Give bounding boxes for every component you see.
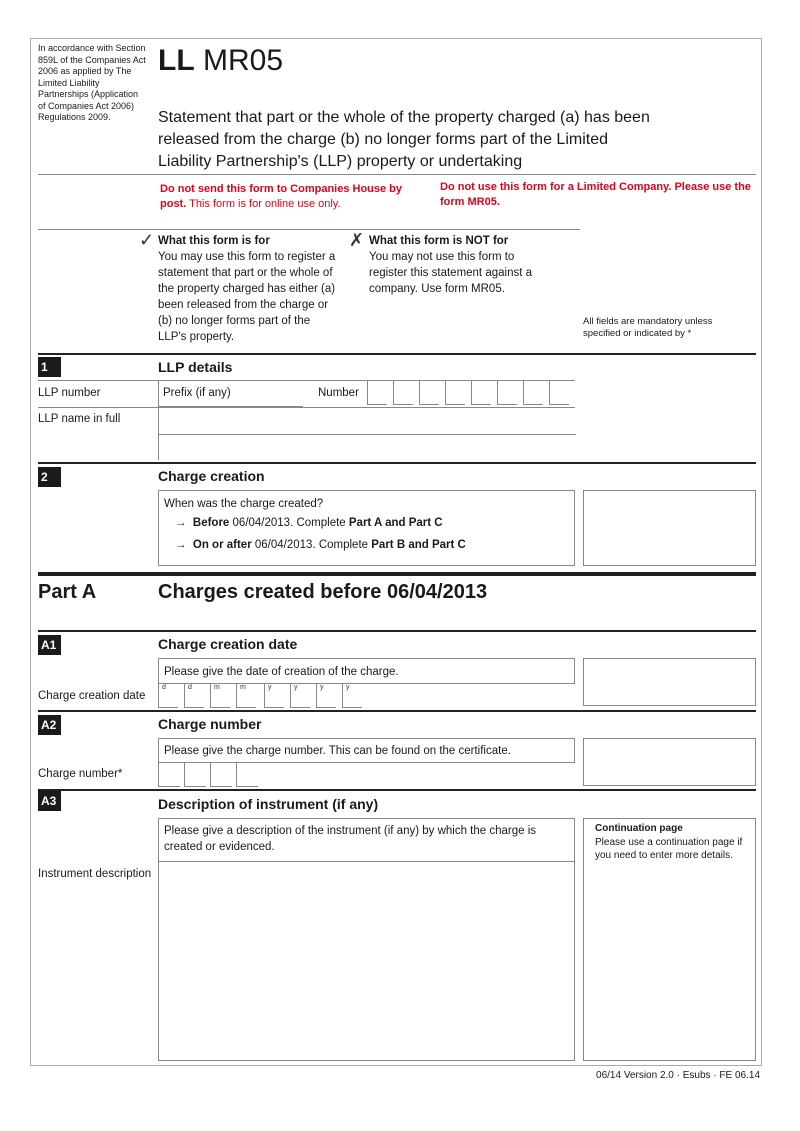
side-note-box (583, 490, 756, 566)
instrument-description-field[interactable] (158, 862, 575, 1061)
date-cell[interactable] (290, 684, 310, 708)
continuation-text: Please use a continuation page if you need to enter more details. (595, 837, 743, 861)
divider (38, 174, 756, 175)
form-code (158, 44, 283, 78)
a1-side-box (583, 658, 756, 706)
option-on-or-after[interactable] (175, 537, 466, 553)
section-rule (38, 353, 756, 355)
date-cell[interactable] (342, 684, 362, 708)
date-cell[interactable] (184, 684, 204, 708)
date-cell-letter: y (320, 684, 324, 691)
instrument-description-label: Instrument description (38, 868, 152, 880)
a2-number: A2 (38, 715, 61, 735)
form-code-number: MR05 (203, 44, 284, 77)
mandatory-note: All fields are mandatory unless specified or indicated by * (583, 316, 713, 339)
section-2-title: Charge creation (158, 468, 265, 484)
part-a-title: Charges created before 06/04/2013 (158, 581, 488, 603)
warning-left-bold: Do not send this form to Companies House by post. (160, 183, 403, 210)
form-code-bold: LL (158, 44, 195, 77)
charge-number-cell[interactable] (210, 763, 232, 787)
a1-instruction: Please give the date of creation of the charge. (164, 666, 399, 678)
llp-number-cell[interactable] (471, 381, 491, 405)
date-cell[interactable] (264, 684, 284, 708)
option-before[interactable] (175, 515, 443, 531)
not-for-text: You may not use this form to register this statement against a company. Use form MR05. (369, 251, 532, 295)
part-a-label: Part A (38, 581, 97, 603)
llp-name-field[interactable] (158, 408, 575, 460)
date-cell[interactable] (158, 684, 178, 708)
arrow-icon: → (175, 517, 187, 529)
for-text: You may use this form to register a statement that part or the whole of the property charged has either (a) been released from the charge or (b) no longer forms part of the LLP's property. (158, 251, 336, 343)
llp-number-cell[interactable] (367, 381, 387, 405)
opt2-mid: 06/04/2013. Complete (251, 539, 372, 551)
llp-number-cell[interactable] (419, 381, 439, 405)
a2-instruction: Please give the charge number. This can be found on the certificate. (164, 745, 511, 757)
cross-icon: ✗ (349, 230, 365, 250)
date-cell-letter: y (294, 684, 298, 691)
section-1-number: 1 (38, 357, 61, 377)
check-icon: ✓ (139, 230, 155, 250)
a2-side-box (583, 738, 756, 786)
date-cell-letter: m (240, 684, 246, 691)
section-1-title: LLP details (158, 359, 233, 375)
warning-left-rest: This form is for online use only. (186, 198, 341, 210)
a1-title: Charge creation date (158, 636, 298, 652)
part-rule (38, 572, 756, 576)
date-cell-letter: m (214, 684, 220, 691)
a3-instruction: Please give a description of the instrument (if any) by which the charge is created or evidenced. (164, 825, 537, 853)
charge-number-cell[interactable] (236, 763, 258, 787)
not-for-title: What this form is NOT for (369, 235, 509, 247)
section-2-number: 2 (38, 467, 61, 487)
form-title: Statement that part or the whole of the property charged (a) has been released from the charge (b) no longer forms part of the Limited Liability Partnership's (LLP) property or undertaking (158, 109, 650, 170)
a3-number: A3 (38, 791, 61, 811)
date-cell[interactable] (210, 684, 230, 708)
warning-online-only (160, 182, 415, 212)
section-rule (38, 710, 756, 712)
llp-name-label: LLP name in full (38, 413, 121, 425)
llp-number-cell[interactable] (523, 381, 543, 405)
divider (38, 229, 580, 230)
llp-name-line (159, 434, 576, 435)
llp-number-cell[interactable] (393, 381, 413, 405)
opt1-bold: Before (192, 517, 230, 529)
llp-number-label: LLP number (38, 387, 101, 399)
divider (38, 380, 575, 381)
section-rule (38, 630, 756, 632)
side-note: In accordance with Section 859L of the Companies Act 2006 as applied by The Limited Liability Partnerships (Application of Companies Act 2006) Regulations 2009. (38, 43, 146, 122)
footer-version: 06/14 Version 2.0 · Esubs · FE 06.14 (596, 1070, 760, 1081)
section-rule (38, 462, 756, 464)
date-cell[interactable] (236, 684, 256, 708)
charge-number-label: Charge number* (38, 768, 123, 780)
for-title: What this form is for (158, 235, 270, 247)
a1-number: A1 (38, 635, 61, 655)
charge-number-cell[interactable] (184, 763, 206, 787)
date-cell-letter: d (188, 684, 192, 691)
llp-number-cell[interactable] (549, 381, 569, 405)
number-label: Number (318, 387, 359, 399)
llp-number-cell[interactable] (497, 381, 517, 405)
date-cell-letter: y (346, 684, 350, 691)
continuation-title: Continuation page (595, 823, 683, 834)
date-cell-letter: d (162, 684, 166, 691)
a3-title: Description of instrument (if any) (158, 796, 379, 812)
section-rule (38, 789, 756, 791)
date-cell[interactable] (316, 684, 336, 708)
opt2-end: Part B and Part C (371, 539, 466, 551)
charge-created-question: When was the charge created? (164, 498, 324, 510)
arrow-icon: → (175, 539, 187, 551)
opt1-mid: 06/04/2013. Complete (229, 517, 349, 529)
opt2-bold: On or after (192, 539, 252, 551)
charge-number-cell[interactable] (158, 763, 180, 787)
date-cell-letter: y (268, 684, 272, 691)
llp-number-cell[interactable] (445, 381, 465, 405)
a2-title: Charge number (158, 716, 262, 732)
opt1-end: Part A and Part C (348, 517, 443, 529)
charge-creation-date-label: Charge creation date (38, 690, 146, 702)
prefix-label: Prefix (if any) (163, 387, 231, 399)
warning-company: Do not use this form for a Limited Company. Please use the form MR05. (440, 181, 751, 208)
